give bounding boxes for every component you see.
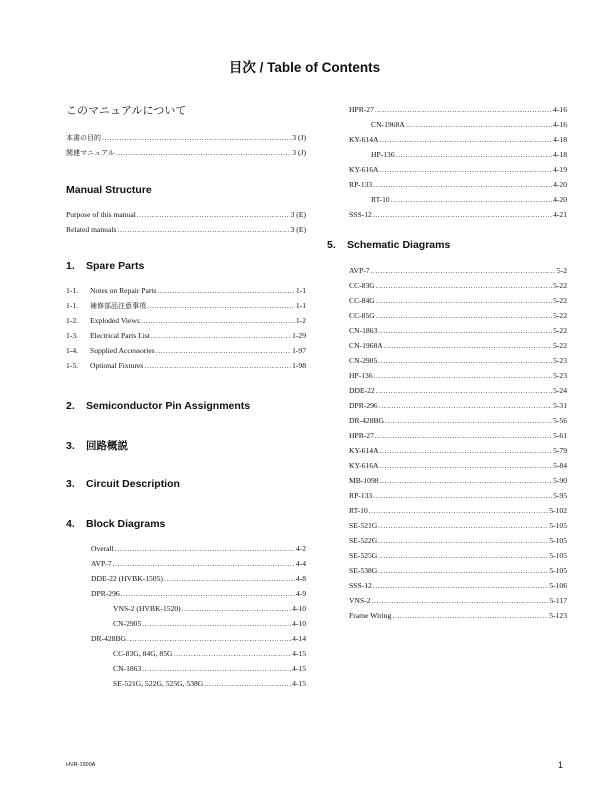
toc-entry[interactable]: KY-614A ..... 5-79 (349, 443, 567, 458)
toc-entry[interactable]: CC-83G, 84G, 85G ..... 4-15 (91, 646, 306, 661)
toc-entry[interactable]: 1-4. Supplied Accessories ..... 1-97 (66, 343, 306, 358)
toc-entry[interactable]: SE-522G ..... 5-105 (349, 533, 567, 548)
toc-left-column (66, 102, 306, 691)
toc-entry[interactable]: HP-136 ..... 4-18 (349, 147, 567, 162)
toc-entry[interactable]: CN-1863 ..... 4-15 (91, 661, 306, 676)
section-heading-spare-parts: 1. Spare Parts (66, 260, 145, 272)
toc-entry[interactable]: HPR-27 ..... 4-16 (349, 102, 567, 117)
toc-entry[interactable]: DPR-296 ..... 5-31 (349, 398, 567, 413)
footer-model: HVR-1500A (66, 762, 96, 768)
schematic-list (327, 263, 567, 623)
toc-entry[interactable]: 関連マニュアル ..... 3 (J) (66, 145, 306, 160)
toc-entry[interactable]: SE-521G, 522G, 525G, 538G ..... 4-15 (91, 676, 306, 691)
footer-page-number: 1 (558, 760, 564, 770)
toc-entry[interactable]: SE-521G ..... 5-105 (349, 518, 567, 533)
toc-entry[interactable]: KY-616A ..... 4-19 (349, 162, 567, 177)
toc-entry[interactable]: DR-428BG ..... 5-56 (349, 413, 567, 428)
toc-entry[interactable]: SSS-12 ..... 4-21 (349, 207, 567, 222)
toc-entry[interactable]: CN-2905 ..... 4-10 (91, 616, 306, 631)
toc-entry[interactable]: RT-10 ..... 5-102 (349, 503, 567, 518)
toc-entry[interactable]: MB-1098 ..... 5-90 (349, 473, 567, 488)
toc-entry[interactable]: RT-10 ..... 4-20 (349, 192, 567, 207)
toc-entry[interactable]: CC-85G ..... 5-22 (349, 308, 567, 323)
page-title: 目次 / Table of Contents (228, 60, 381, 75)
toc-entry[interactable]: DR-428BG ..... 4-14 (91, 631, 306, 646)
toc-entry[interactable]: CC-84G ..... 5-22 (349, 293, 567, 308)
toc-entry[interactable]: RP-133 ..... 4-20 (349, 177, 567, 192)
section-heading-schematic: 5. Schematic Diagrams (327, 239, 451, 251)
toc-entry[interactable]: CN-1968A ..... 5-22 (349, 338, 567, 353)
section-heading-manual-structure: Manual Structure (66, 184, 152, 196)
toc-entry[interactable]: 1-5. Optional Fixtures ..... 1-98 (66, 358, 306, 373)
toc-entry[interactable]: VNS-2 (HVBK-1520) ..... 4-10 (91, 601, 306, 616)
toc-entry[interactable]: SE-525G ..... 5-105 (349, 548, 567, 563)
toc-entry[interactable]: HPR-27 ..... 5-61 (349, 428, 567, 443)
toc-entry[interactable]: CC-83G ..... 5-22 (349, 278, 567, 293)
toc-entry[interactable]: AVP-7 ..... 4-4 (91, 556, 306, 571)
toc-entry[interactable]: Purpose of this manual ..... 3 (E) (66, 207, 306, 222)
section-heading-kairo[interactable]: 3. 回路概説 (66, 440, 128, 452)
toc-entry[interactable]: DDE-22 (HVBK-1505) ..... 4-8 (91, 571, 306, 586)
section-heading-circuit[interactable]: 3. Circuit Description (66, 478, 180, 490)
toc-entry[interactable]: CN-2905 ..... 5-23 (349, 353, 567, 368)
section-heading-jp-intro: このマニュアルについて (66, 104, 187, 117)
toc-entry[interactable]: AVP-7 ..... 5-2 (349, 263, 567, 278)
toc-entry[interactable]: Frame Wiring ..... 5-123 (349, 608, 567, 623)
section-heading-semiconductor[interactable]: 2. Semiconductor Pin Assignments (66, 400, 251, 412)
toc-entry[interactable]: 1-2. Exploded Views ..... 1-2 (66, 313, 306, 328)
toc-entry[interactable]: DPR-296 ..... 4-9 (91, 586, 306, 601)
toc-entry[interactable]: CN-1863 ..... 5-22 (349, 323, 567, 338)
section-heading-block-diagrams: 4. Block Diagrams (66, 518, 166, 530)
toc-entry[interactable]: VNS-2 ..... 5-117 (349, 593, 567, 608)
toc-entry[interactable]: CN-1968A ..... 4-16 (349, 117, 567, 132)
toc-entry[interactable]: HP-136 ..... 5-23 (349, 368, 567, 383)
toc-entry[interactable]: Related manuals ..... 3 (E) (66, 222, 306, 237)
toc-entry[interactable]: Overall ..... 4-2 (91, 541, 306, 556)
toc-entry[interactable]: KY-614A ..... 4-18 (349, 132, 567, 147)
toc-entry[interactable]: 本書の目的 ..... 3 (J) (66, 130, 306, 145)
toc-entry[interactable]: KY-616A ..... 5-84 (349, 458, 567, 473)
toc-entry[interactable]: 1-1. Notes on Repair Parts ..... 1-1 (66, 283, 306, 298)
toc-entry[interactable]: RP-133 ..... 5-95 (349, 488, 567, 503)
toc-entry[interactable]: SSS-12 ..... 5-106 (349, 578, 567, 593)
toc-entry[interactable]: DDE-22 ..... 5-24 (349, 383, 567, 398)
toc-entry[interactable]: 1-3. Electrical Parts List ..... 1-29 (66, 328, 306, 343)
toc-entry[interactable]: SE-538G ..... 5-105 (349, 563, 567, 578)
toc-right-column (327, 102, 567, 623)
toc-entry[interactable]: 1-1. 補修部品注意事項 ..... 1-1 (66, 298, 306, 313)
